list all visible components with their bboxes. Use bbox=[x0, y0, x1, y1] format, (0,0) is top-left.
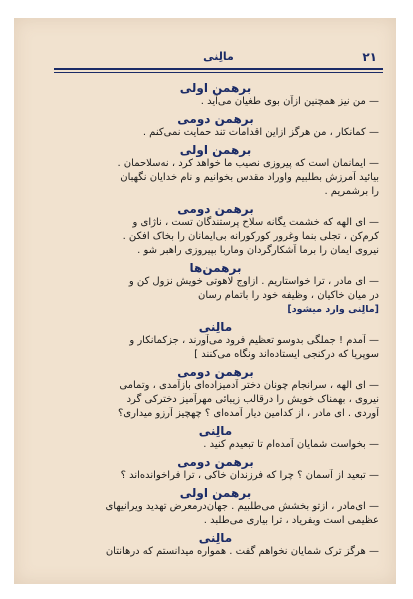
speaker-name: برهمن اولی bbox=[179, 81, 252, 95]
dialogue-line: — تبعید از آسمان ؟ چرا که فرزندان خاکی ، ترا فراخوانده‌اند ؟ bbox=[120, 470, 379, 481]
dialogue-line: را برشمریم . bbox=[324, 186, 379, 197]
dialogue-line: نیروی ایمان را برما آشکارگردان وماربا بپیروزی راهبر شو . bbox=[137, 245, 379, 256]
speaker-name: برهمن دومی bbox=[177, 202, 254, 216]
speaker-name: مالِنی bbox=[198, 424, 233, 438]
dialogue-line: — ای مادر ، ترا خواستاریم . ازاوج لاهوتی خویش نزول کن و bbox=[128, 276, 379, 287]
page-header bbox=[54, 50, 383, 66]
dialogue-line: — ای‌مادر ، ازتو بخشش می‌طلبیم . جهان‌درمعرض تهدید ویرانیهای bbox=[105, 501, 379, 512]
stage-direction: [مالِنی وارد میشود] bbox=[287, 304, 379, 315]
dialogue-line: — ای الهه ، سرانجام چونان دختر آدمیزاده‌ای بازآمدی ، وتمامی bbox=[119, 380, 379, 391]
speaker-name: برهمن‌ها bbox=[189, 261, 242, 275]
speaker-name: مالِنی bbox=[198, 320, 233, 334]
dialogue-line: عظیمی است وبفریاد ، ترا بیاری می‌طلبد . bbox=[203, 515, 379, 526]
speaker-name: مالِنی bbox=[198, 531, 233, 545]
speaker-name: برهمن اولی bbox=[179, 486, 252, 500]
dialogue-line: — آمدم ! جملگی بدوسو تعظیم فرود می‌آورند ، جزکمانکار و bbox=[129, 335, 379, 346]
header-rule-thin bbox=[54, 72, 383, 73]
dialogue-line: سوپریا که درکنجی ایستاده‌اند ونگاه می‌کنند ] bbox=[194, 349, 379, 360]
dialogue-line: در میان خاکیان ، وظیفه خود را باتمام رسان bbox=[198, 290, 379, 301]
dialogue-line: آوردی . ای مادر ، از کدامین دیار آمده‌ای ؟ چهچیز آرزو میداری؟ bbox=[117, 408, 379, 419]
dialogue-line: — ایمانمان است که پیروزی نصیب ما خواهد کرد ، نه‌سلاحمان . bbox=[117, 158, 379, 169]
dialogue-line: — ای الهه که خشمت یگانه سلاح پرستندگان تست ، ناژای و bbox=[132, 217, 379, 228]
dialogue-line: کرم‌کن ، تجلی بنما وغرور کورکورانه بی‌ایمانان را بخاک افکن . bbox=[122, 231, 379, 242]
dialogue-line: بیائید آمرزش بطلبیم واوراد مقدس بخوانیم و نام خدایان نگهبان bbox=[120, 172, 379, 183]
header-rule bbox=[54, 68, 383, 70]
page-number: ۲۱ bbox=[362, 50, 377, 64]
running-title: مالِنی bbox=[203, 50, 234, 63]
dialogue-line: نیروی ، بهمناک خویش را درقالب زیبائی مهرآمیز دخترکی گرد bbox=[126, 394, 379, 405]
dialogue-line: — بخواست شمایان آمده‌ام تا تبعیدم کنید . bbox=[203, 439, 379, 450]
play-text bbox=[52, 78, 379, 559]
speaker-name: برهمن دومی bbox=[177, 112, 254, 126]
dialogue-line: — کمانکار ، من هرگز ازاین اقدامات تند حمایت نمی‌کنم . bbox=[142, 127, 379, 138]
dialogue-line: — من نیز همچنین ازآن بوی طغیان می‌آید . bbox=[200, 96, 379, 107]
dialogue-line: — هرگز ترک شمایان نخواهم گفت . همواره میدانستم که درهانتان bbox=[105, 546, 379, 557]
speaker-name: برهمن دومی bbox=[177, 365, 254, 379]
speaker-name: برهمن اولی bbox=[179, 143, 252, 157]
speaker-name: برهمن دومی bbox=[177, 455, 254, 469]
